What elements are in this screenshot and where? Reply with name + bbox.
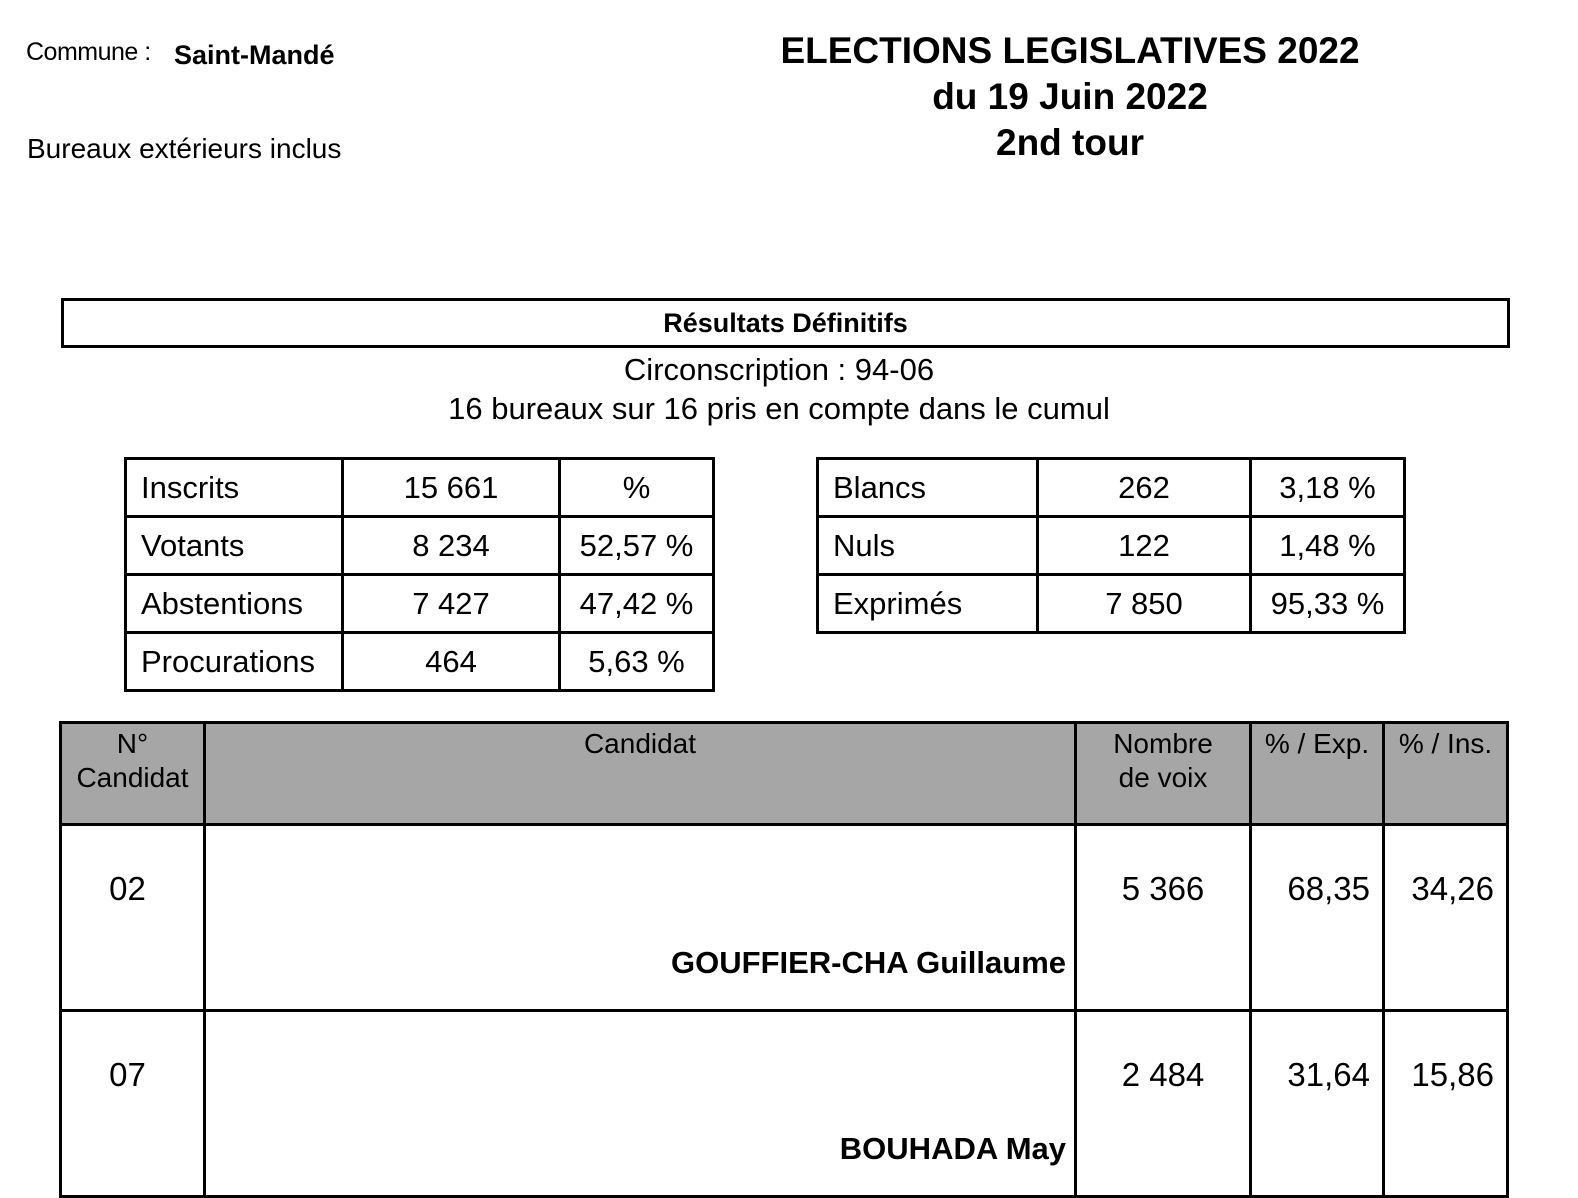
stat-pct: 52,57 % [560,517,714,575]
table-row [126,517,714,575]
stat-value: 464 [343,633,560,691]
header-pct-exp: % / Exp. [1251,723,1384,825]
stat-label: Votants [126,517,343,575]
header-votes [1076,723,1251,825]
candidates-table [59,721,1509,1198]
election-title [720,28,1420,166]
candidate-pct-ins: 15,86 [1384,1011,1508,1197]
candidate-number: 07 [61,1011,205,1197]
stat-label: Exprimés [818,575,1038,633]
stat-value: 122 [1038,517,1251,575]
commune-name: Saint-Mandé [174,40,335,70]
stat-pct: 47,42 % [560,575,714,633]
table-row [818,459,1405,517]
bureaux-count: 16 bureaux sur 16 pris en compte dans le cumul [448,391,1110,426]
stat-pct: 5,63 % [560,633,714,691]
stat-value: 15 661 [343,459,560,517]
stat-label: Blancs [818,459,1038,517]
table-row [818,575,1405,633]
commune-label: Commune : [26,38,151,66]
header-text: Nombre [1113,728,1213,759]
results-heading: Résultats Définitifs [61,298,1510,348]
candidate-number: 02 [61,825,205,1011]
table-row [61,1011,1508,1197]
table-row [126,633,714,691]
election-round-line: 2nd tour [996,122,1144,163]
header-candidate-number [61,723,205,825]
candidate-votes: 2 484 [1076,1011,1251,1197]
candidate-pct-exp: 68,35 [1251,825,1384,1011]
table-header-row [61,723,1508,825]
stat-label: Nuls [818,517,1038,575]
stat-pct: 95,33 % [1251,575,1405,633]
stat-value: 7 850 [1038,575,1251,633]
candidate-pct-ins: 34,26 [1384,825,1508,1011]
stat-pct: 3,18 % [1251,459,1405,517]
bureaux-exterieurs-note: Bureaux extérieurs inclus [27,133,342,164]
stat-pct: % [560,459,714,517]
header-candidate: Candidat [205,723,1076,825]
table-row [818,517,1405,575]
ballots-table [816,457,1406,634]
stat-pct: 1,48 % [1251,517,1405,575]
header-pct-ins: % / Ins. [1384,723,1508,825]
candidate-name: BOUHADA May [205,1011,1076,1197]
circonscription: Circonscription : 94-06 [623,352,935,387]
stat-value: 262 [1038,459,1251,517]
candidate-pct-exp: 31,64 [1251,1011,1384,1197]
header-text: Candidat [76,762,189,793]
stat-label: Abstentions [126,575,343,633]
header-text: N° [116,728,149,759]
header-text: de voix [1118,762,1208,793]
candidate-name: GOUFFIER-CHA Guillaume [205,825,1076,1011]
table-row [126,575,714,633]
table-row [126,459,714,517]
stat-value: 7 427 [343,575,560,633]
election-date-line: du 19 Juin 2022 [932,76,1208,117]
stat-label: Procurations [126,633,343,691]
election-title-line: ELECTIONS LEGISLATIVES 2022 [780,30,1360,71]
candidate-votes: 5 366 [1076,825,1251,1011]
stat-label: Inscrits [126,459,343,517]
table-row [61,825,1508,1011]
turnout-table [124,457,715,692]
stat-value: 8 234 [343,517,560,575]
